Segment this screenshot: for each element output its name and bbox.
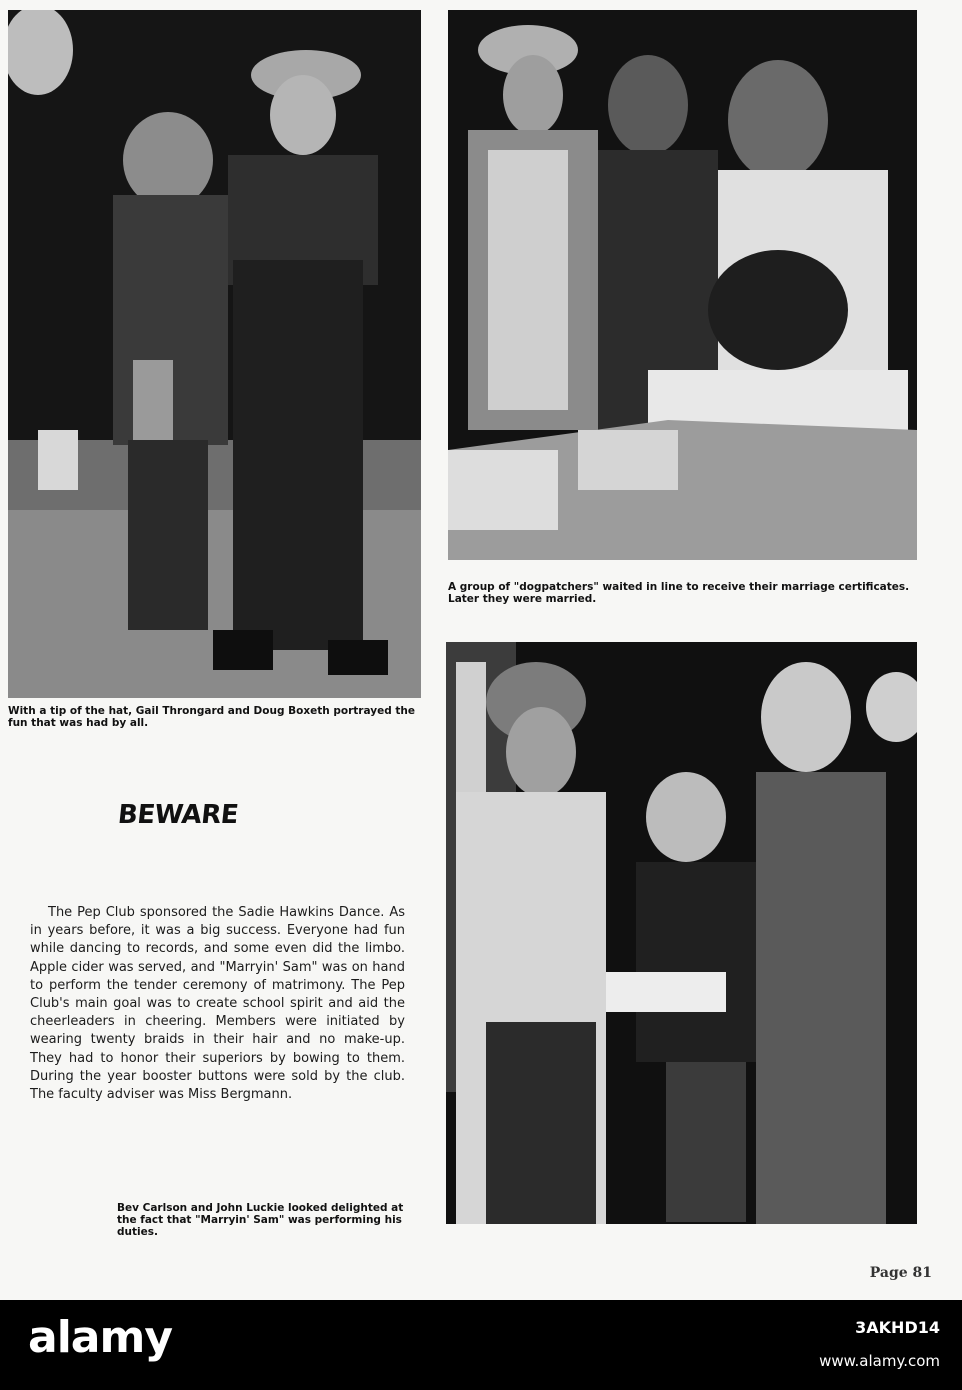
caption-top-right: A group of "dogpatchers" waited in line to receive their marriage certificates. Later they were married. xyxy=(448,581,910,605)
page-number: Page 81 xyxy=(869,1265,932,1281)
caption-bottom-right: Bev Carlson and John Luckie looked delighted at the fact that "Marryin' Sam" was performing his duties. xyxy=(117,1202,404,1238)
article-heading: BEWARE xyxy=(116,800,240,830)
article-body: The Pep Club sponsored the Sadie Hawkins Dance. As in years before, it was a big success. Everyone had fun while dancing to records, and some even did the limbo. Apple cider was served, and "Marryin' Sam" was on hand to perform the tender ceremony of matrimony. The Pep Club's main goal was to create school spirit and aid the cheerleaders in cheering. Members were initiated by wearing twenty braids in their hair and no make-up. They had to honor their superiors by bowing to them. During the year booster buttons were sold by the club. The faculty adviser was Miss Bergmann. xyxy=(30,905,405,1103)
photo-costumed-couple xyxy=(8,10,421,698)
caption-top-left: With a tip of the hat, Gail Throngard and Doug Boxeth portrayed the fun that was had by all. xyxy=(8,705,415,729)
watermark-image-code: 3AKHD14 xyxy=(855,1318,940,1337)
photo-bev-and-john xyxy=(446,642,917,1224)
watermark-brand: alamy xyxy=(28,1312,172,1363)
photo-dogpatchers-line xyxy=(448,10,917,560)
watermark-url: www.alamy.com xyxy=(819,1352,940,1370)
